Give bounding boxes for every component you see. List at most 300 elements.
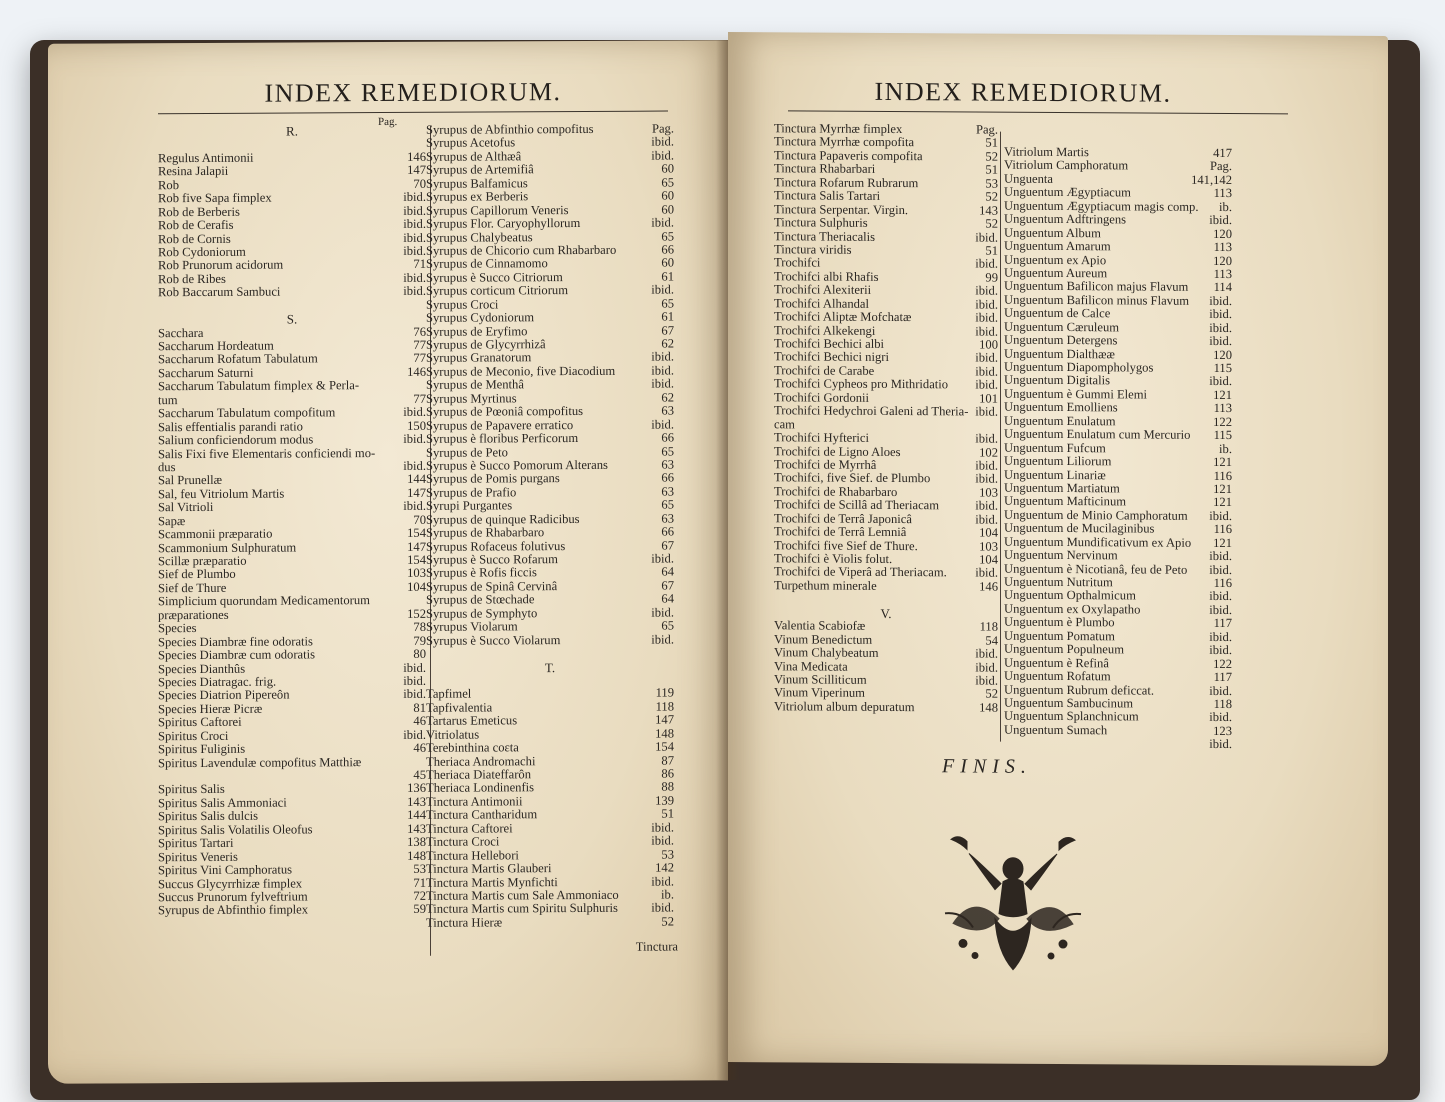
index-entry [426, 727, 674, 742]
entry-name: Rob Cydoniorum [158, 244, 246, 260]
entry-page: ibid. [403, 458, 426, 473]
entry-name: Syrupus de Eryfimo [426, 323, 528, 339]
entry-name: Tinctura Sulphuris [774, 215, 868, 230]
entry-page: ibid. [403, 673, 426, 688]
entry-name: Syrupus de quinque Radicibus [426, 511, 580, 527]
entry-page: 113 [1213, 401, 1232, 416]
index-entry [158, 608, 426, 623]
index-entry [426, 902, 674, 917]
entry-name: Vina Medicata [774, 658, 848, 674]
index-entry [426, 647, 674, 662]
entry-name: Vinum Chalybeatum [774, 645, 879, 660]
entry-page: 63 [661, 511, 674, 526]
entry-name: Syrupus de Abfinthio fimplex [158, 902, 309, 918]
index-entry [426, 593, 674, 608]
entry-page: ibid. [1209, 683, 1232, 698]
entry-name: Spiritus Lavendulæ compofitus Matthiæ [158, 754, 362, 770]
index-entry [158, 661, 426, 676]
entry-name: Unguentum è Plumbo [1004, 614, 1115, 630]
index-entry [158, 567, 426, 582]
entry-page: 70 [413, 512, 426, 527]
catchword: Tinctura [635, 939, 678, 954]
entry-page: 113 [1213, 240, 1232, 255]
entry-name: Regulus Antimonii [158, 150, 254, 166]
entry-name: Unguentum Bafilicon minus Flavum [1004, 292, 1190, 308]
entry-name: Syrupus de Althæâ [426, 149, 522, 164]
entry-page: ibid. [1209, 293, 1232, 308]
entry-name: Trochifci de Myrrhâ [774, 457, 877, 472]
entry-name: Syrupus de Pomis purgans [426, 471, 560, 487]
entry-page: 66 [661, 470, 674, 485]
entry-name: Scammonium Sulphuratum [158, 540, 297, 555]
entry-page: 118 [1213, 696, 1232, 712]
entry-page: 65 [661, 497, 674, 512]
entry-page: ibid. [651, 605, 674, 620]
entry-name: Syrupus de Symphyto [426, 605, 538, 621]
entry-name: Unguentum Splanchnicum [1004, 709, 1139, 724]
entry-page: 102 [979, 445, 998, 460]
entry-page: 104 [407, 579, 426, 594]
entry-name: Unguentum Liliorum [1004, 453, 1112, 469]
index-entry [426, 324, 674, 339]
entry-name: Syrupus de Chicorio cum Rhabarbaro [426, 242, 617, 258]
entry-page: 101 [979, 391, 998, 406]
entry-name: Sief de Plumbo [158, 567, 236, 582]
entry-name: Rob five Sapa fimplex [158, 190, 272, 206]
entry-name: Trochifci de Carabe [774, 363, 875, 378]
entry-name: Trochifci Alkekengi [774, 322, 876, 338]
entry-name: Unguentum Diapompholygos [1004, 359, 1154, 375]
index-entry [1004, 737, 1232, 752]
entry-page: 120 [1213, 226, 1232, 241]
entry-page: 122 [1213, 656, 1232, 671]
entry-name: Saccharum Tabulatum fimplex & Perla- [158, 378, 360, 394]
entry-name: Syrupus corticum Citriorum [426, 283, 569, 299]
entry-page: 146 [407, 364, 426, 379]
entry-page: 72 [413, 888, 426, 903]
entry-name: Vinum Scilliticum [774, 672, 867, 687]
section-letter: T. [544, 659, 556, 675]
page-header: INDEX REMEDIORUM. [264, 77, 562, 108]
index-entry [158, 769, 426, 784]
entry-name: Tinctura Martis cum Spiritu Sulphuris [426, 901, 618, 917]
entry-page: 150 [407, 418, 426, 433]
entry-name: Tinctura Rhabarbari [774, 161, 876, 177]
index-entry [426, 432, 674, 447]
entry-name: Syrupus de Cinnamomo [426, 256, 548, 272]
entry-page: 65 [661, 229, 674, 244]
entry-page: 86 [661, 766, 674, 781]
entry-page: ibid. [975, 404, 998, 419]
entry-page: ibid. [1209, 320, 1232, 335]
entry-name: Unguentum Martiatum [1004, 480, 1120, 496]
entry-page: 99 [985, 270, 998, 285]
entry-page: 139 [655, 793, 674, 808]
entry-page: ibid. [1209, 508, 1232, 523]
entry-page: ibid. [651, 134, 674, 150]
entry-name: Tinctura Papaveris compofita [774, 148, 923, 164]
entry-page: 136 [407, 781, 426, 796]
pag-label: Pag. [378, 115, 398, 129]
left-page [48, 40, 728, 1084]
entry-page: 66 [661, 524, 674, 539]
entry-name: Salium conficiendorum modus [158, 432, 314, 448]
entry-name: Syrupus de Artemifiâ [426, 162, 534, 178]
entry-page: 53 [413, 861, 426, 876]
entry-name: Tinctura Croci [426, 834, 500, 849]
entry-name: Unguentum Adftringens [1004, 211, 1127, 227]
index-entry [426, 123, 674, 138]
entry-page: Pag. [1209, 159, 1232, 174]
entry-name: Tinctura Martis cum Sale Ammoniaco [426, 887, 619, 903]
index-entry [426, 862, 674, 877]
entry-name: Theriaca Londinenfis [426, 780, 535, 796]
entry-page: 60 [661, 255, 674, 270]
entry-name: Syrupus Rofaceus folutivus [426, 538, 566, 554]
entry-page: 122 [1213, 414, 1232, 429]
entry-name: Unguentum è Refinâ [1004, 655, 1109, 670]
entry-page: 152 [407, 606, 426, 621]
index-column-2 [426, 123, 674, 931]
index-entry [426, 915, 674, 930]
header-rule [788, 110, 1288, 114]
entry-name: Species [158, 621, 197, 636]
entry-name: Tinctura Myrrhæ fimplex [774, 121, 903, 137]
entry-page: 141,142 [1191, 172, 1232, 187]
entry-page: ibid. [975, 324, 998, 339]
index-entry [158, 325, 426, 340]
entry-name: Spiritus Vini Camphoratus [158, 862, 293, 878]
index-entry [426, 700, 674, 715]
entry-page: 120 [1213, 253, 1232, 268]
entry-page: ibid. [651, 215, 674, 230]
index-entry [158, 473, 426, 488]
entry-page: ibid. [1209, 213, 1232, 228]
entry-name: Unguentum Mundificativum ex Apio [1004, 534, 1192, 550]
entry-page: ibid. [403, 270, 426, 285]
entry-name: Rob Prunorum acidorum [158, 257, 284, 273]
entry-page: ibid. [403, 660, 426, 675]
entry-name: Syrupi Purgantes [426, 498, 513, 514]
entry-page: ibid. [1209, 629, 1232, 644]
entry-page: 63 [661, 484, 674, 499]
entry-name: Unguentum Ægyptiacum magis comp. [1004, 198, 1199, 214]
entry-name: Syrupus de Glycyrrhizâ [426, 337, 546, 352]
index-entry [426, 149, 674, 164]
entry-page: 66 [661, 242, 674, 257]
entry-name: Syrupus è Succo Violarum [426, 632, 561, 648]
entry-page: 71 [413, 257, 426, 272]
entry-name: Species Diambræ fine odoratis [158, 634, 313, 649]
entry-page: ibid. [975, 512, 998, 527]
entry-name: Spiritus Fuliginis [158, 741, 246, 757]
entry-page: 52 [985, 216, 998, 231]
entry-name: Unguentum Dialthææ [1004, 346, 1115, 361]
entry-page: 103 [407, 566, 426, 581]
entry-page: ibid. [975, 283, 998, 298]
entry-name: Trochifci Hyfterici [774, 430, 870, 445]
entry-page: 142 [655, 860, 674, 875]
index-entry [426, 243, 674, 258]
entry-page: ibid. [651, 833, 674, 848]
entry-name: Unguentum Nervinum [1004, 547, 1118, 563]
entry-page: ibid. [403, 687, 426, 702]
index-entry [158, 178, 426, 193]
index-entry [426, 217, 674, 232]
entry-page: 51 [985, 243, 998, 258]
entry-name: Spiritus Salis Volatilis Oleofus [158, 822, 313, 837]
entry-name: Rob de Berberis [158, 204, 240, 219]
entry-name: Species Diatrion Pipereôn [158, 687, 290, 703]
entry-name: Species Dianthûs [158, 661, 246, 676]
entry-name: Saccharum Rofatum Tabulatum [158, 351, 318, 367]
index-entry [158, 191, 426, 206]
entry-name: Unguentum Bafilicon majus Flavum [1004, 279, 1189, 295]
entry-name: Unguentum Aureum [1004, 265, 1108, 281]
entry-name: Tinctura Rofarum Rubrarum [774, 175, 919, 190]
entry-page: 61 [661, 269, 674, 284]
entry-name: Turpethum minerale [774, 578, 877, 593]
entry-page: 115 [1213, 428, 1232, 443]
entry-page: ibid. [1209, 374, 1232, 389]
entry-name: Syrupus Violarum [426, 619, 518, 634]
entry-page: 148 [407, 848, 426, 863]
entry-page: ibid. [403, 284, 426, 299]
index-entry [158, 231, 426, 246]
entry-page: ibid. [651, 148, 674, 163]
entry-page: 51 [661, 806, 674, 821]
index-entry [158, 500, 426, 515]
entry-page: 52 [985, 686, 998, 702]
entry-name: tum [158, 392, 178, 407]
index-column-1 [774, 122, 998, 715]
index-entry [426, 311, 674, 326]
entry-name: Trochifci albi Rhafis [774, 269, 879, 284]
index-entry [426, 794, 674, 809]
index-entry [774, 579, 998, 594]
entry-page: 104 [979, 525, 998, 540]
entry-page: ibid. [975, 431, 998, 446]
index-entry [158, 688, 426, 703]
index-entry [426, 714, 674, 729]
entry-page: 79 [413, 633, 426, 648]
entry-name: dus [158, 460, 176, 475]
entry-page: 119 [655, 685, 674, 700]
entry-page: ibid. [1209, 589, 1232, 604]
entry-page: 53 [661, 847, 674, 862]
entry-page: 61 [661, 309, 674, 324]
entry-name: Tinctura Myrrhæ compofita [774, 134, 915, 150]
entry-page: ibid. [1209, 549, 1232, 564]
index-entry [158, 513, 426, 528]
entry-name: Syrupus è Succo Citriorum [426, 269, 563, 285]
entry-name: Syrupus de Prafio [426, 485, 517, 500]
entry-page: 71 [413, 875, 426, 890]
entry-name: Syrupus Balfamicus [426, 176, 528, 191]
index-entry [426, 835, 674, 850]
entry-page: 77 [413, 391, 426, 406]
index-entry [158, 836, 426, 851]
entry-page: 45 [413, 767, 426, 782]
entry-page: 115 [1213, 360, 1232, 376]
index-entry [426, 378, 674, 393]
entry-name: Syrupus de Menthâ [426, 377, 524, 393]
entry-page: 116 [1213, 468, 1232, 483]
index-column-1 [158, 124, 426, 918]
index-entry [158, 379, 426, 394]
entry-name: Salis Fixi five Elementaris conficiendi mo- [158, 445, 376, 461]
entry-name: Saccharum Hordeatum [158, 338, 274, 354]
entry-page: 144 [407, 472, 426, 487]
entry-name: Spiritus Tartari [158, 835, 234, 851]
entry-name: Tinctura Salis Tartari [774, 188, 881, 204]
index-entry [426, 364, 674, 379]
index-entry [158, 755, 426, 770]
entry-name: Unguentum Fufcum [1004, 440, 1106, 455]
entry-name: Scillæ præparatio [158, 553, 247, 569]
entry-name: Trochifci de Terrâ Japonicâ [774, 510, 912, 526]
entry-page: ib. [1219, 441, 1232, 456]
entry-name: Tinctura Theriacalis [774, 228, 876, 244]
entry-name: Syrupus è floribus Perficorum [426, 431, 579, 446]
entry-name: Tinctura Caftorei [426, 821, 513, 836]
entry-name: Tartarus Emeticus [426, 713, 518, 729]
entry-name: Tinctura Hellebori [426, 847, 519, 863]
entry-page: ibid. [975, 310, 998, 325]
index-entry [774, 404, 998, 419]
index-entry [158, 849, 426, 864]
entry-page: 66 [661, 430, 674, 445]
entry-page: 121 [1213, 495, 1232, 510]
entry-name: Spiritus Caftorei [158, 715, 242, 730]
entry-name: Trochifci Hedychroi Galeni ad Theria- [774, 403, 969, 419]
entry-name: Theriaca Diateffarôn [426, 767, 531, 782]
entry-page: Pag. [975, 122, 998, 137]
entry-name: Unguentum Emolliens [1004, 399, 1118, 415]
index-entry [158, 715, 426, 730]
entry-name: Saccharum Tabulatum compofitum [158, 405, 336, 421]
entry-name: Trochifci è Violis folut. [774, 551, 893, 566]
entry-page: 60 [661, 202, 674, 217]
entry-name: Syrupus de Stœchade [426, 592, 535, 608]
entry-name: Unguentum Cæruleum [1004, 319, 1120, 335]
index-entry [426, 284, 674, 299]
entry-page: 52 [661, 914, 674, 929]
entry-name: Spiritus Veneris [158, 849, 238, 864]
entry-name: Species Hieræ Picræ [158, 701, 263, 717]
entry-name: Syrupus de Spinâ Cervinâ [426, 578, 558, 594]
entry-page: 60 [661, 161, 674, 176]
entry-page: ibid. [403, 230, 426, 245]
entry-page: ibid. [975, 364, 998, 379]
entry-page: 54 [985, 633, 998, 648]
entry-page: ibid. [1209, 562, 1232, 577]
entry-page: 113 [1213, 266, 1232, 282]
index-entry [158, 258, 426, 273]
entry-name: Syrupus Myrtinus [426, 391, 517, 406]
entry-page: ibid. [651, 417, 674, 432]
index-entry [158, 796, 426, 811]
entry-page: 116 [1213, 575, 1232, 591]
index-entry [426, 338, 674, 353]
entry-name: Unguentum Enulatum cum Mercurio [1004, 426, 1191, 442]
entry-page: 62 [661, 390, 674, 405]
section-letter: R. [286, 123, 298, 139]
index-entry [426, 781, 674, 796]
entry-name: Sal Vitrioli [158, 500, 214, 515]
entry-page: 114 [1213, 280, 1232, 295]
entry-page: 117 [1213, 616, 1232, 631]
index-entry [158, 487, 426, 502]
entry-page: 147 [407, 539, 426, 554]
entry-name: Syrupus de Meconio, five Diacodium [426, 363, 616, 379]
entry-page: 59 [413, 902, 426, 917]
entry-name: Syrupus Flor. Caryophyllorum [426, 216, 581, 231]
entry-name: Unguentum Opthalmicum [1004, 588, 1136, 603]
index-entry [158, 554, 426, 569]
index-entry [426, 512, 674, 527]
entry-name: Rob de Ribes [158, 271, 226, 287]
column-divider [1000, 132, 1001, 742]
entry-page: 67 [661, 323, 674, 338]
entry-page: 76 [413, 324, 426, 339]
index-entry [158, 675, 426, 690]
entry-page: 78 [413, 619, 426, 635]
entry-page: 53 [985, 176, 998, 191]
index-entry [158, 823, 426, 838]
index-entry [426, 297, 674, 312]
entry-name: Syrupus Cydoniorum [426, 310, 535, 325]
entry-name: Unguentum è Gummi Elemi [1004, 386, 1148, 402]
entry-name: Sal Prunellæ [158, 473, 223, 488]
index-entry [426, 673, 674, 688]
entry-page: 147 [407, 485, 426, 500]
entry-name: Trochifci de Viperâ ad Theriacam. [774, 564, 947, 580]
page-header: INDEX REMEDIORUM. [874, 76, 1172, 108]
entry-page: 52 [985, 189, 998, 204]
index-entry [158, 352, 426, 367]
entry-page: 138 [407, 834, 426, 850]
entry-page: 100 [979, 337, 998, 352]
entry-page: 46 [413, 740, 426, 755]
entry-page: 64 [661, 564, 674, 580]
entry-page: 144 [407, 808, 426, 823]
entry-name: Unguentum è Nicotianâ, feu de Peto [1004, 561, 1188, 577]
index-entry [158, 298, 426, 313]
entry-name: Unguentum Enulatum [1004, 413, 1116, 429]
index-entry [158, 782, 426, 797]
index-entry [426, 821, 674, 836]
right-page [728, 32, 1388, 1066]
entry-name: Spiritus Croci [158, 728, 229, 743]
entry-page: ibid. [1209, 710, 1232, 725]
entry-name: Tinctura Antimonii [426, 794, 523, 809]
entry-page: 154 [655, 739, 674, 754]
entry-page: ibid. [975, 377, 998, 392]
entry-page: ibid. [975, 458, 998, 473]
entry-name: Syrupus Acetofus [426, 135, 516, 151]
entry-name: Vitriolum Martis [1004, 144, 1089, 160]
index-entry [158, 702, 426, 717]
entry-name: Unguentum Pomatum [1004, 628, 1115, 644]
entry-page: 67 [661, 538, 674, 553]
entry-name: Syrupus ex Berberis [426, 189, 529, 204]
entry-page: 116 [1213, 522, 1232, 537]
entry-name: Salis effentialis parandi ratio [158, 419, 303, 434]
entry-page: ibid. [1209, 334, 1232, 349]
entry-page: 65 [661, 296, 674, 311]
cherub-ornament-icon [933, 823, 1093, 974]
